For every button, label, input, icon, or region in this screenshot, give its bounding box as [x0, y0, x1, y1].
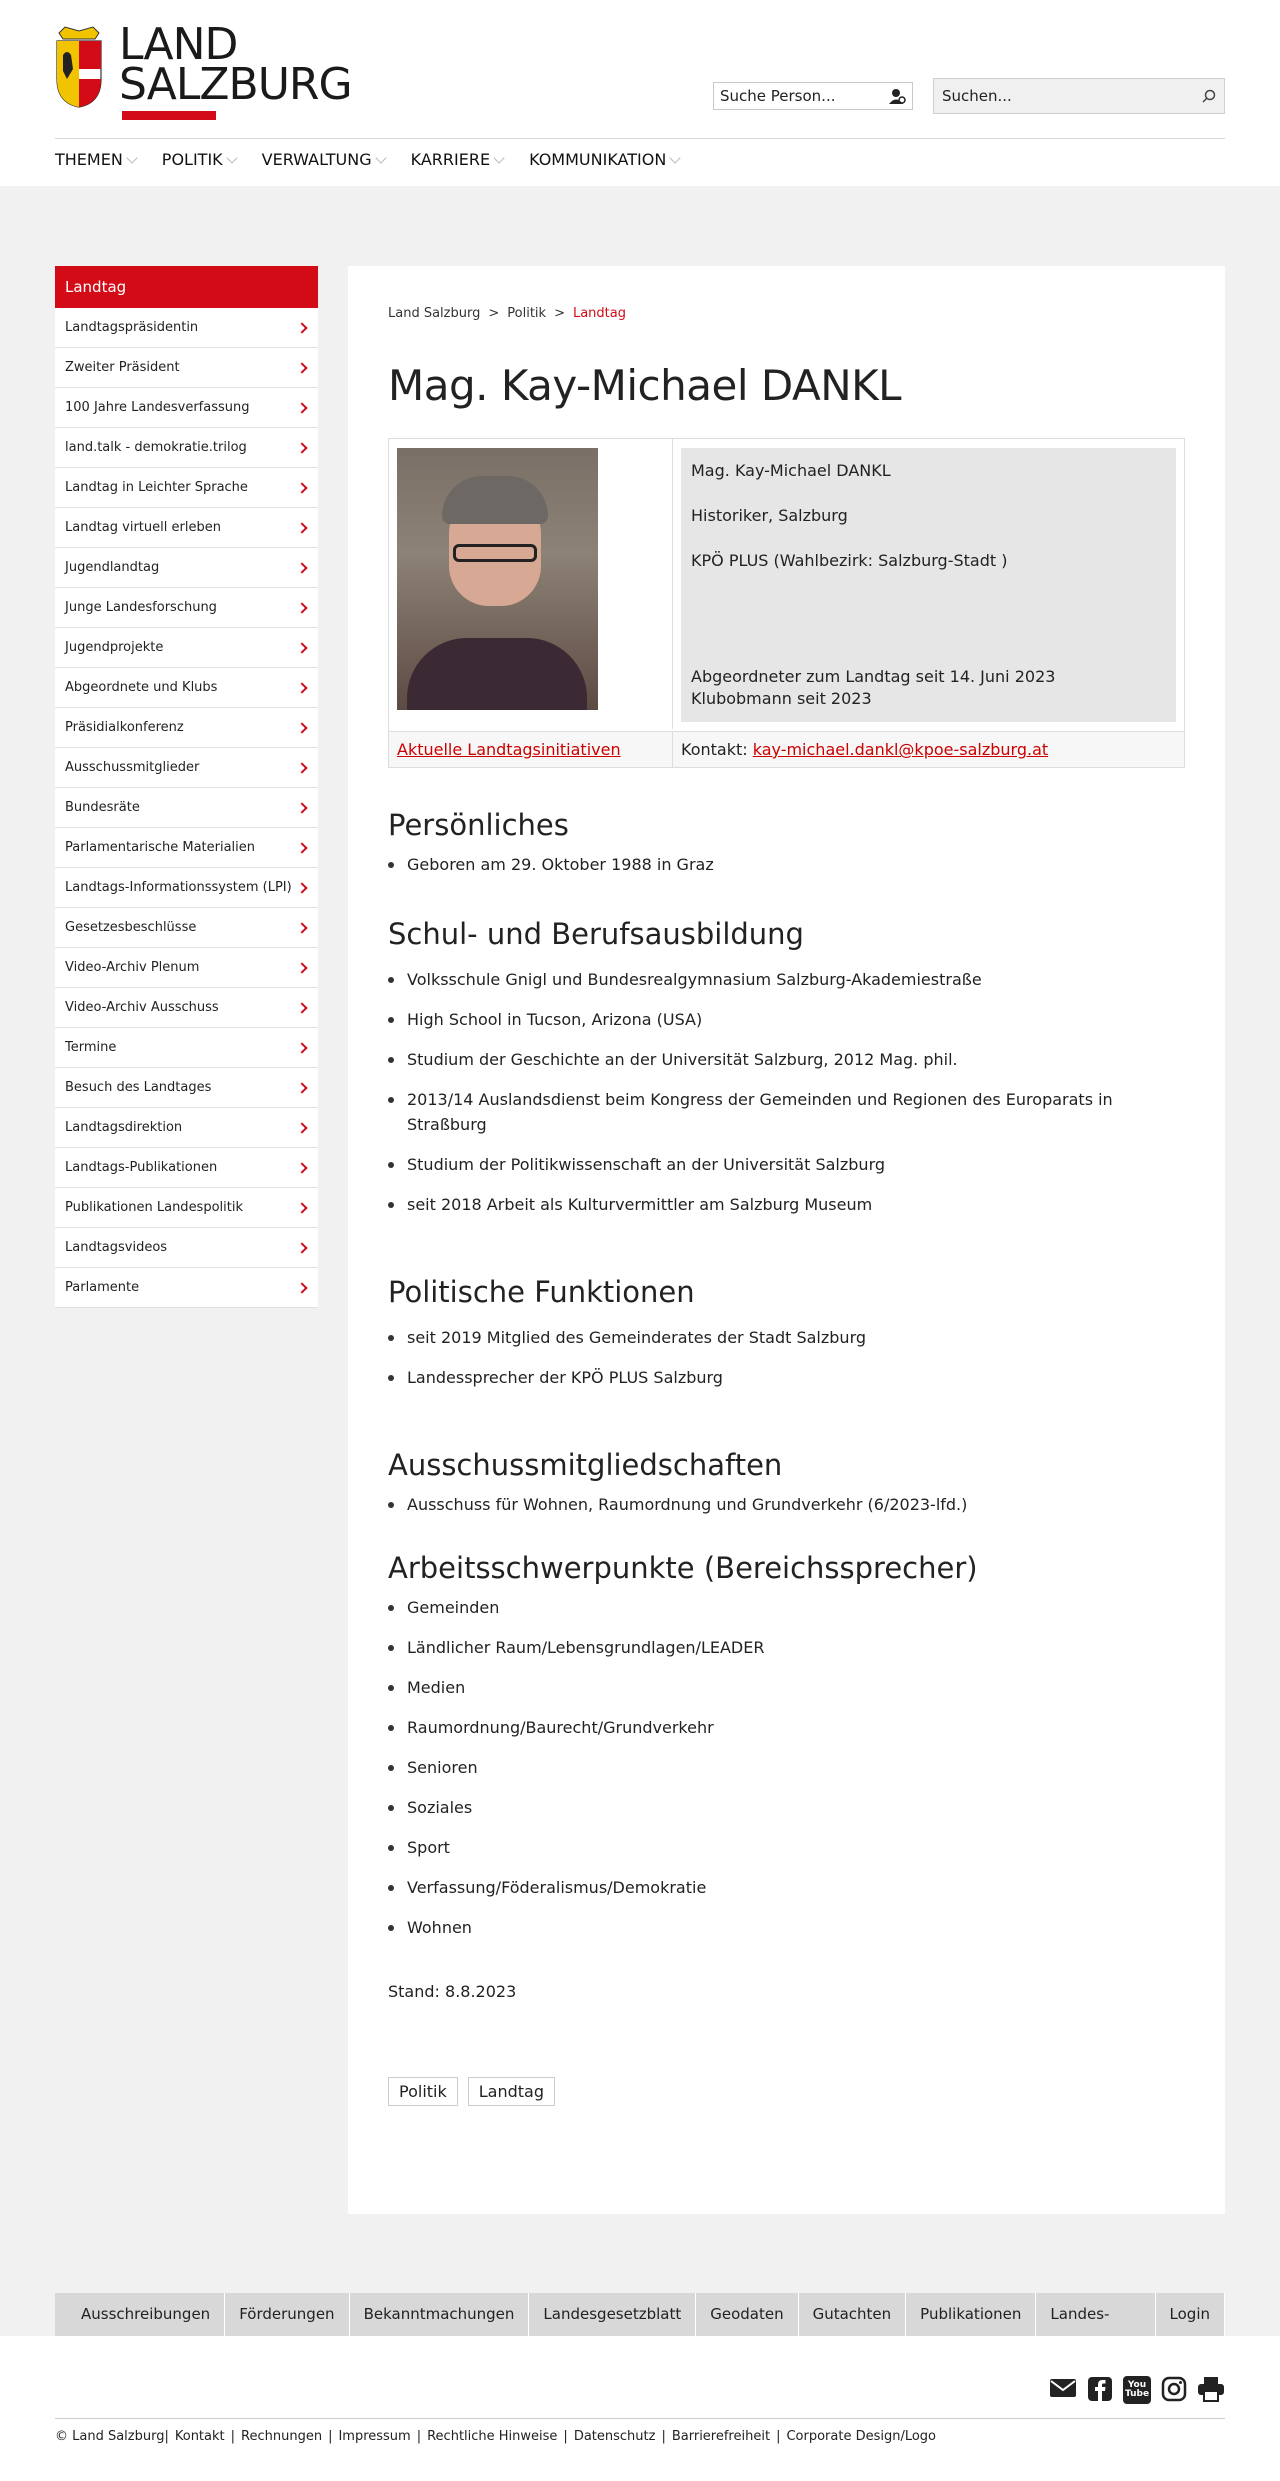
footer-links-bar: [55, 2293, 1225, 2336]
sidebar-item-label: Gesetzesbeschlüsse: [65, 920, 197, 935]
site-search-placeholder: Suchen...: [942, 87, 1012, 105]
chevron-down-icon: [126, 152, 137, 163]
sidebar-item-landtags-informationssystem-lpi[interactable]: [55, 868, 318, 908]
chevron-right-icon: [296, 1282, 307, 1293]
footer-link-ausschreibungen[interactable]: Ausschreibungen: [55, 2293, 225, 2336]
chevron-right-icon: [296, 842, 307, 853]
logo-line-2: SALZBURG: [119, 59, 352, 110]
chevron-right-icon: [296, 482, 307, 493]
section-title-committees: Ausschussmitgliedschaften: [388, 1448, 783, 1482]
footer-link-landes-zeitung[interactable]: Landes-: [1036, 2293, 1155, 2336]
footer-link-bekanntmachungen[interactable]: Bekanntmachungen: [350, 2293, 530, 2336]
sidebar-item-label: Landtagspräsidentin: [65, 320, 199, 335]
chevron-right-icon: [296, 1122, 307, 1133]
list-item: Gemeinden: [388, 1595, 1185, 1620]
list-item: Volksschule Gnigl und Bundesrealgymnasium Salzburg-Akademiestraße: [388, 967, 1185, 992]
education-list: [388, 967, 1185, 1217]
nav-item-kommunikation[interactable]: [529, 150, 679, 169]
list-item: Senioren: [388, 1755, 1185, 1780]
section-title-personal: Persönliches: [388, 808, 569, 842]
list-item: Landessprecher der KPÖ PLUS Salzburg: [388, 1365, 1185, 1390]
sidebar-item-label: Parlamentarische Materialien: [65, 840, 256, 855]
sidebar-item-label: Landtag virtuell erleben: [65, 520, 221, 535]
list-item: 2013/14 Auslandsdienst beim Kongress der Gemeinden und Regionen des Europarats in Straßburg: [388, 1087, 1185, 1137]
main-content: [348, 266, 1225, 2214]
list-item: seit 2019 Mitglied des Gemeinderates der Stadt Salzburg: [388, 1325, 1185, 1350]
sidebar-item-landtagsprasidentin[interactable]: [55, 308, 318, 348]
list-item: Sport: [388, 1835, 1185, 1860]
footer-separator: |: [230, 2429, 236, 2444]
site-search-input[interactable]: [933, 78, 1225, 114]
sidebar-item-landtagsdirektion[interactable]: [55, 1108, 318, 1148]
instagram-icon[interactable]: [1161, 2376, 1187, 2402]
list-item: Ausschuss für Wohnen, Raumordnung und Grundverkehr (6/2023-lfd.): [388, 1492, 1185, 1517]
nav-item-label: KOMMUNIKATION: [529, 150, 667, 169]
footer-link-gutachten[interactable]: Gutachten: [799, 2293, 907, 2336]
profile-profession: Historiker, Salzburg: [691, 506, 848, 525]
committees-list: [388, 1492, 1185, 1517]
content-area: [0, 186, 1280, 2296]
photo-shirt: [407, 638, 587, 710]
chevron-right-icon: [296, 722, 307, 733]
chevron-right-icon: [296, 922, 307, 933]
footer-meta-links: [55, 2429, 936, 2444]
initiatives-link[interactable]: Aktuelle Landtagsinitiativen: [397, 740, 621, 759]
sidebar-item-label: Präsidialkonferenz: [65, 720, 184, 735]
breadcrumb-item-landtag: Landtag: [572, 306, 626, 321]
footer-link-forderungen[interactable]: Förderungen: [225, 2293, 349, 2336]
sidebar-item-label: Landtag in Leichter Sprache: [65, 480, 248, 495]
breadcrumb-separator: >: [488, 306, 500, 321]
chevron-down-icon: [375, 152, 386, 163]
sidebar-item-bundesrate[interactable]: [55, 788, 318, 828]
contact-cell: [673, 731, 1184, 767]
chevron-right-icon: [296, 402, 307, 413]
sidebar-item-label: Video-Archiv Plenum: [65, 960, 200, 975]
breadcrumb-item-land-salzburg[interactable]: Land Salzburg: [388, 306, 481, 321]
person-search-placeholder: Suche Person...: [720, 87, 836, 105]
logo-red-bar: [122, 111, 216, 120]
chevron-right-icon: [296, 1162, 307, 1173]
contact-label: Kontakt:: [681, 740, 753, 759]
chevron-right-icon: [296, 322, 307, 333]
list-item: Wohnen: [388, 1915, 1185, 1940]
sidebar-item-video-archiv-ausschuss[interactable]: [55, 988, 318, 1028]
portrait-photo: [397, 448, 598, 710]
nav-item-label: THEMEN: [55, 150, 123, 169]
nav-divider: [55, 138, 1225, 139]
chevron-right-icon: [296, 442, 307, 453]
sidebar-item-label: Zweiter Präsident: [65, 360, 180, 375]
profile-role-2: Klubobmann seit 2023: [691, 689, 872, 708]
sidebar-item-label: Landtags-Informationssystem (LPI): [65, 880, 292, 895]
footer-meta-link-kontakt[interactable]: Kontakt: [174, 2429, 225, 2444]
sidebar-item-label: land.talk - demokratie.trilog: [65, 440, 247, 455]
footer-separator: |: [416, 2429, 422, 2444]
main-navigation: [55, 150, 705, 169]
footer-separator: |: [563, 2429, 568, 2444]
sidebar-item-label: Junge Landesforschung: [65, 600, 217, 615]
footer-link-login[interactable]: Login: [1156, 2293, 1225, 2336]
profile-info-box: [681, 448, 1176, 722]
sidebar-item-zweiter-prasident[interactable]: [55, 348, 318, 388]
footer-meta-link-rechnungen[interactable]: Rechnungen: [241, 2429, 323, 2444]
chevron-right-icon: [296, 642, 307, 653]
chevron-down-icon: [670, 152, 681, 163]
sidebar-item-label: Publikationen Landespolitik: [65, 1200, 244, 1215]
sidebar-item-label: Jugendlandtag: [65, 560, 160, 575]
nav-item-verwaltung[interactable]: [262, 150, 385, 169]
logo-text: [119, 19, 352, 110]
footer-meta-link-impressum[interactable]: Impressum: [338, 2429, 411, 2444]
sidebar-item-jugendlandtag[interactable]: [55, 548, 318, 588]
chevron-right-icon: [296, 1042, 307, 1053]
list-item: Raumordnung/Baurecht/Grundverkehr: [388, 1715, 1185, 1740]
chevron-right-icon: [296, 522, 307, 533]
sidebar-navigation: [55, 266, 318, 1308]
list-item: seit 2018 Arbeit als Kulturvermittler am Salzburg Museum: [388, 1192, 1185, 1217]
breadcrumb: [388, 306, 1185, 321]
site-header: [0, 0, 1280, 186]
tag-list: [388, 2077, 1185, 2106]
chevron-right-icon: [296, 1242, 307, 1253]
photo-glasses: [453, 544, 537, 562]
sidebar-item-termine[interactable]: [55, 1028, 318, 1068]
political-list: [388, 1325, 1185, 1390]
sidebar-item-label: Bundesräte: [65, 800, 140, 815]
sidebar-item-label: Termine: [65, 1040, 117, 1055]
footer-separator: |: [776, 2429, 781, 2444]
chevron-right-icon: [296, 1002, 307, 1013]
sidebar-item-jugendprojekte[interactable]: [55, 628, 318, 668]
list-item: Ländlicher Raum/Lebensgrundlagen/LEADER: [388, 1635, 1185, 1660]
focus-list: [388, 1595, 1185, 1940]
mail-icon[interactable]: [1049, 2376, 1077, 2400]
sidebar-item-label: Besuch des Landtages: [65, 1080, 212, 1095]
sidebar-item-ausschussmitglieder[interactable]: [55, 748, 318, 788]
chevron-right-icon: [296, 682, 307, 693]
stand-date: Stand: 8.8.2023: [388, 1982, 517, 2001]
chevron-down-icon: [226, 152, 237, 163]
sidebar-item-parlamentarische-materialien[interactable]: [55, 828, 318, 868]
footer-meta-link-datenschutz[interactable]: Datenschutz: [573, 2429, 656, 2444]
sidebar-item-prasidialkonferenz[interactable]: [55, 708, 318, 748]
nav-item-label: KARRIERE: [410, 150, 491, 169]
footer-separator: |: [328, 2429, 333, 2444]
contact-email-link[interactable]: kay-michael.dankl@kpoe-salzburg.at: [752, 740, 1049, 759]
person-search-input[interactable]: [713, 82, 913, 110]
footer-separator: |: [661, 2429, 666, 2444]
chevron-right-icon: [296, 1082, 307, 1093]
list-item: Studium der Geschichte an der Universität Salzburg, 2012 Mag. phil.: [388, 1047, 1185, 1072]
chevron-right-icon: [296, 802, 307, 813]
sidebar-item-junge-landesforschung[interactable]: [55, 588, 318, 628]
chevron-right-icon: [296, 882, 307, 893]
sidebar-item-label: 100 Jahre Landesverfassung: [65, 400, 250, 415]
sidebar-item-label: Ausschussmitglieder: [65, 760, 200, 775]
print-icon[interactable]: [1197, 2376, 1225, 2402]
footer-meta-link-corporate-design-logo[interactable]: Corporate Design/Logo: [786, 2429, 937, 2444]
chevron-right-icon: [296, 562, 307, 573]
facebook-icon[interactable]: [1087, 2376, 1113, 2402]
breadcrumb-separator: >: [554, 306, 565, 321]
sidebar-item-parlamente[interactable]: [55, 1268, 318, 1308]
sidebar-item-landtagsvideos[interactable]: [55, 1228, 318, 1268]
page-title: Mag. Kay-Michael DANKL: [388, 361, 902, 410]
profile-role-1: Abgeordneter zum Landtag seit 14. Juni 2023: [691, 667, 1056, 686]
profile-party: KPÖ PLUS (Wahlbezirk: Salzburg-Stadt ): [691, 551, 1008, 570]
profile-name: Mag. Kay-Michael DANKL: [691, 461, 891, 480]
list-item: Soziales: [388, 1795, 1185, 1820]
footer-meta-link-land-salzburg: © Land Salzburg|: [55, 2429, 169, 2444]
sidebar-item-label: Landtags-Publikationen: [65, 1160, 218, 1175]
youtube-icon[interactable]: You Tube: [1123, 2376, 1151, 2404]
nav-item-karriere[interactable]: [411, 150, 503, 169]
personal-list: [388, 852, 1185, 877]
sidebar-item-video-archiv-plenum[interactable]: [55, 948, 318, 988]
footer-link-geodaten[interactable]: Geodaten: [696, 2293, 798, 2336]
person-search-icon[interactable]: [888, 88, 906, 104]
sidebar-item-gesetzesbeschlusse[interactable]: [55, 908, 318, 948]
section-title-political: Politische Funktionen: [388, 1275, 695, 1309]
photo-hair: [442, 476, 548, 524]
section-title-focus: Arbeitsschwerpunkte (Bereichssprecher): [388, 1551, 978, 1585]
nav-item-label: POLITIK: [161, 150, 223, 169]
chevron-right-icon: [296, 1202, 307, 1213]
footer-meta-link-rechtliche-hinweise[interactable]: Rechtliche Hinweise: [427, 2429, 558, 2444]
sidebar-item-label: Parlamente: [65, 1280, 140, 1295]
nav-item-themen[interactable]: [55, 150, 136, 169]
sidebar-item-publikationen-landespolitik[interactable]: [55, 1188, 318, 1228]
sidebar-item-landtag-virtuell-erleben[interactable]: [55, 508, 318, 548]
sidebar-item-landtag-in-leichter-sprache[interactable]: [55, 468, 318, 508]
initiatives-cell: [389, 731, 673, 767]
footer-divider: [55, 2418, 1225, 2419]
list-item: Medien: [388, 1675, 1185, 1700]
chevron-right-icon: [296, 602, 307, 613]
profile-info-cell: [673, 439, 1184, 731]
sidebar-item-label: Jugendprojekte: [65, 640, 164, 655]
sidebar-item-abgeordnete-und-klubs[interactable]: [55, 668, 318, 708]
chevron-right-icon: [296, 962, 307, 973]
social-icons: [1049, 2376, 1225, 2404]
sidebar-item-land-talk-demokratie-trilog[interactable]: [55, 428, 318, 468]
footer-link-publikationen[interactable]: Publikationen: [906, 2293, 1036, 2336]
sidebar-item-besuch-des-landtages[interactable]: [55, 1068, 318, 1108]
sidebar-item-label: Landtagsdirektion: [65, 1120, 183, 1135]
sidebar-title[interactable]: Landtag: [55, 266, 318, 308]
list-item: Studium der Politikwissenschaft an der Universität Salzburg: [388, 1152, 1185, 1177]
tag-politik[interactable]: Politik: [388, 2077, 458, 2106]
land-salzburg-logo[interactable]: [55, 19, 352, 125]
sidebar-item-label: Video-Archiv Ausschuss: [65, 1000, 219, 1015]
footer-link-landesgesetzblatt[interactable]: Landesgesetzblatt: [529, 2293, 696, 2336]
section-title-education: Schul- und Berufsausbildung: [388, 917, 804, 951]
sidebar-item-label: Landtagsvideos: [65, 1240, 168, 1255]
chevron-right-icon: [296, 762, 307, 773]
nav-item-label: VERWALTUNG: [261, 150, 372, 169]
list-item: Verfassung/Föderalismus/Demokratie: [388, 1875, 1185, 1900]
chevron-down-icon: [493, 152, 504, 163]
sidebar-item-label: Abgeordnete und Klubs: [65, 680, 218, 695]
chevron-right-icon: [296, 362, 307, 373]
footer-meta-link-barrierefreiheit[interactable]: Barrierefreiheit: [671, 2429, 771, 2444]
coat-of-arms-icon: [55, 25, 103, 109]
profile-table: [388, 438, 1185, 768]
footer-bottom: [0, 2336, 1280, 2481]
tag-landtag[interactable]: Landtag: [468, 2077, 555, 2106]
nav-item-politik[interactable]: [162, 150, 236, 169]
list-item: High School in Tucson, Arizona (USA): [388, 1007, 1185, 1032]
logo-line-1: LAND: [119, 19, 238, 70]
sidebar-item-landtags-publikationen[interactable]: [55, 1148, 318, 1188]
profile-roles: [691, 666, 1055, 710]
list-item: Geboren am 29. Oktober 1988 in Graz: [388, 852, 1185, 877]
search-icon[interactable]: [1202, 89, 1216, 103]
profile-photo-cell: [389, 439, 673, 729]
breadcrumb-item-politik[interactable]: Politik: [507, 306, 547, 321]
sidebar-item-100-jahre-landesverfassung[interactable]: [55, 388, 318, 428]
